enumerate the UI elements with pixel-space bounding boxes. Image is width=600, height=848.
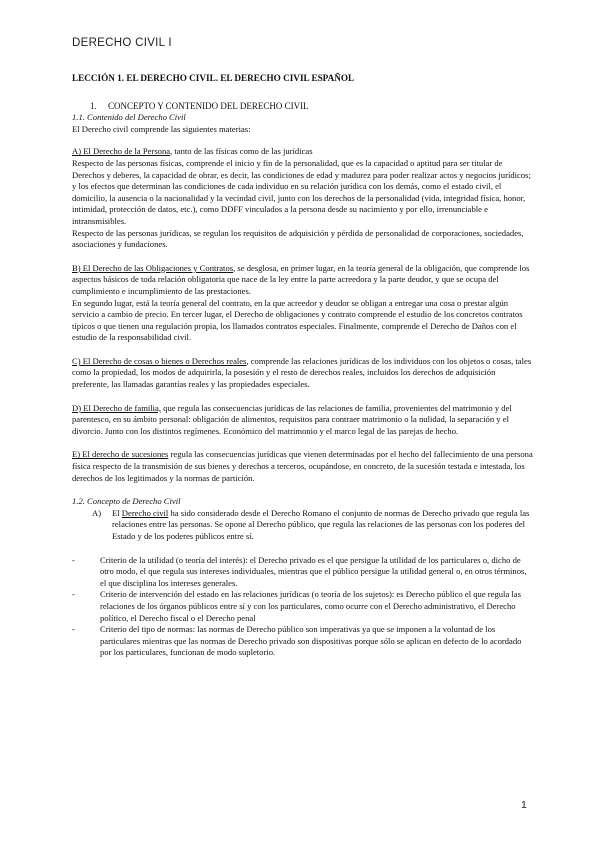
item-c-heading: C) El Derecho de cosas o bienes o Derechos reales [72, 355, 247, 366]
page-header: DERECHO CIVIL I [72, 37, 172, 49]
criterion-dash: - [72, 624, 75, 635]
subsection-2-heading: 1.2. Concepto de Derecho Civil [72, 496, 181, 507]
subsection-heading: 1.1. Contenido del Derecho Civil [72, 112, 186, 123]
section-number: 1. [90, 100, 97, 111]
item-e-paragraph [72, 449, 534, 484]
item-d-paragraph [72, 403, 534, 438]
criterion-text: Criterio del tipo de normas: las normas de Derecho público son imperativas ya que se imponen a la voluntad de los particulares mientras que las normas de Derecho privado son dispositivas porque sólo se aplican en defecto de lo acordado por los particulares, funcionan de modo supletorio. [100, 624, 522, 658]
concept-item-a-rest: ha sido considerado desde el Derecho Romano el conjunto de normas de Derecho privado que regula las relaciones entre las personas. Se opone al Derecho público, que regula las relaciones de las personas con los poderes del Estado y de los poderes públicos entre sí. [112, 507, 530, 541]
criterion-item [72, 589, 534, 624]
item-a-paragraph-1: Respecto de las personas físicas, comprende el inicio y fin de la personalidad, que es la capacidad o aptitud para ser titular de Derechos y deberes, la capacidad de obrar, es decir, las condiciones de edad y madurez para poder realizar actos y negocios jurídicos; y los efectos que determinan las condiciones de cada individuo en su relación jurídica con los demás, como el estado civil, el domicilio, la ausencia o la nacionalidad y la vecindad civil, junto con los derechos de la personalidad (vida, integridad física, honor, intimidad, protección de datos, etc.), como DDFF vinculados a la persona desde su nacimiento y por ello, irrenunciable e intransmisibles. [72, 157, 531, 226]
document-body [72, 73, 534, 659]
section-heading [72, 101, 534, 113]
item-a-heading-rest: , tanto de las físicas como de las jurídicas [170, 146, 313, 157]
item-d-heading-rest: que regula las consecuencias jurídicas de las relaciones de familia, provenientes del matrimonio y del parentesco, en su ámbito personal: obligación de alimentos, requisitos para contraer matrimonio o la nulidad, la separación y el divorcio. Junto con los distintos regímenes. Económico del matrimonio y el marco legal de las parejas de hecho. [72, 402, 512, 436]
concept-item-a-pre: El [112, 507, 122, 518]
item-e-heading-rest: regula las consecuencias jurídicas que vienen determinadas por el hecho del fallecimiento de una persona física respecto de la transmisión de sus bienes y derechos a terceros, ocupándose, en concreto, de la sucesión testada e intestada, los derechos de los legitimados y la normas de partición. [72, 449, 533, 483]
item-b-paragraph-2: En segundo lugar, está la teoría general del contrato, en la que acreedor y deudor se obligan a entregar una cosa o prestar algún servicio a cambio de precio. En tercer lugar, el Derecho de obligaciones y contrato comprende el estudio de los concretos contratos típicos o que tienen una regulación propia, los llamados contratos especiales. Finalmente, comprende el Derecho de Daños con el estudio de la responsabilidad civil. [72, 297, 523, 343]
criterion-item [72, 624, 534, 659]
criterion-text: Criterio de intervención del estado en las relaciones jurídicas (o teoría de los sujetos): es Derecho público el que regula las relaciones de los órganos públicos entre sí y con los particulares, como ocurre con el Derecho administrativo, el Derecho político, el Derecho fiscal o el Derecho penal [100, 589, 521, 623]
criterion-dash: - [72, 589, 75, 600]
concept-item-a [72, 508, 534, 543]
item-a-heading: A) El Derecho de la Persona [72, 146, 171, 157]
item-e-heading: E) El derecho de sucesiones [72, 449, 169, 460]
concept-item-a-label: A) [92, 507, 102, 518]
concept-item-a-term: Derecho civil [121, 507, 169, 518]
item-b-paragraph-1 [72, 263, 534, 298]
item-a-paragraph-2: Respecto de las personas jurídicas, se regulan los requisitos de adquisición y pérdida de personalidad de corporaciones, sociedades, asociaciones y fundaciones. [72, 227, 524, 250]
criterion-dash: - [72, 554, 75, 565]
item-c-heading-rest: , comprende las relaciones jurídicas de los individuos con los objetos o cosas, tales como la propiedad, los modos de adquirirla, la posesión y el resto de derechos reales, incluidos los derechos de adquisición preferente, las llamadas garantías reales y las propiedades especiales. [72, 355, 532, 390]
section-title: CONCEPTO Y CONTENIDO DEL DERECHO CIVIL [108, 100, 309, 111]
item-a-heading-line [72, 146, 534, 158]
item-b-heading: B) El Derecho de las Obligaciones y Contratos [72, 262, 234, 273]
item-d-heading: D) El Derecho de familia, [72, 402, 162, 413]
page-number: 1 [521, 799, 527, 811]
item-b-heading-rest: , se desglosa, en primer lugar, en la teoría general de la obligación, que comprende los aspectos básicos de toda relación obligatoria que nace de la ley entre la parte acreedora y la parte deudor, y que se ocupa del cumplimiento e incumplimiento de las prestaciones. [72, 262, 530, 296]
subsection-intro: El Derecho civil comprende las siguientes materias: [72, 123, 251, 134]
lesson-title: LECCIÓN 1. EL DERECHO CIVIL. EL DERECHO CIVIL ESPAÑOL [72, 73, 355, 83]
criterion-item [72, 555, 534, 590]
criterion-text: Criterio de la utilidad (o teoría del interés): el Derecho privado es el que persigue la utilidad de los particulares o, dicho de otro modo, el que regula sus intereses individuales, mientras que el público persigue la utilidad general o, en otros términos, el que disciplina los intereses generales. [100, 554, 527, 588]
item-c-paragraph [72, 356, 534, 391]
concept-item-a-text [92, 508, 534, 543]
